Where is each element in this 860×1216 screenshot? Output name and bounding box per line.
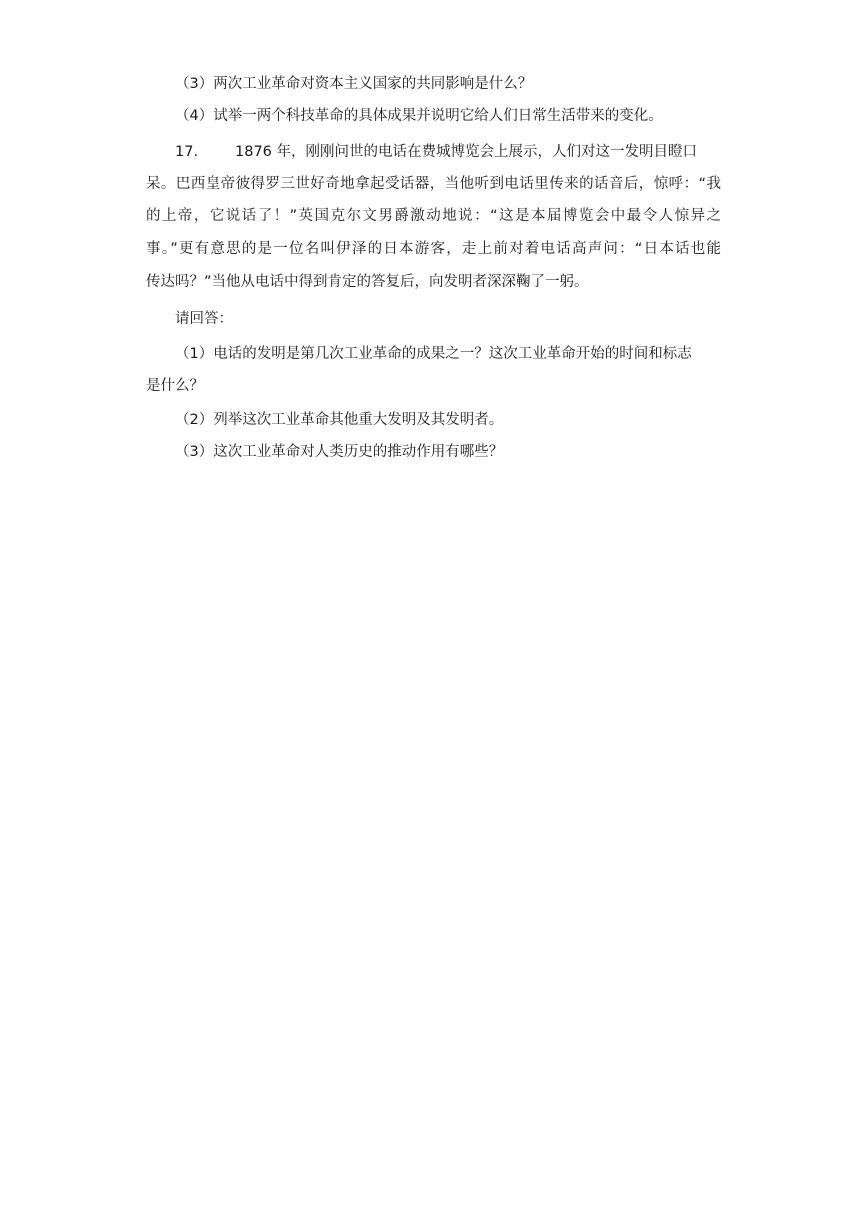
q17-subquestion-3: （3）这次工业革命对人类历史的推动作用有哪些？ — [175, 444, 504, 460]
q16-subquestion-4: （4）试举一两个科技革命的具体成果并说明它给人们日常生活带来的变化。 — [175, 108, 663, 124]
q17-material-line-1: 1876 年，刚刚问世的电话在费城博览会上展示，人们对这一发明目瞪口 — [235, 144, 698, 160]
q17-material-line-4: 事。”更有意思的是一位名叫伊泽的日本游客，走上前对着电话高声问：“日本话也能 — [146, 241, 721, 257]
q17-subquestion-1-line-1: （1）电话的发明是第几次工业革命的成果之一？这次工业革命开始的时间和标志 — [175, 346, 692, 362]
q17-prompt: 请回答： — [175, 311, 233, 327]
q17-material-line-2: 呆。巴西皇帝彼得罗三世好奇地拿起受话器，当他听到电话里传来的话音后，惊呼：“我 — [146, 176, 721, 192]
q17-subquestion-2: （2）列举这次工业革命其他重大发明及其发明者。 — [175, 412, 504, 428]
q17-material-line-3: 的上帝，它说话了！”英国克尔文男爵激动地说：“这是本届博览会中最令人惊异之 — [146, 208, 721, 224]
q17-first-line — [175, 142, 721, 162]
q17-material-line-5: 传达吗？”当他从电话中得到肯定的答复后，向发明者深深鞠了一躬。 — [146, 274, 589, 290]
q17-number: 17. — [175, 144, 199, 160]
q17-subquestion-1-line-2: 是什么？ — [146, 378, 204, 394]
q16-subquestion-3: （3）两次工业革命对资本主义国家的共同影响是什么？ — [175, 76, 533, 92]
